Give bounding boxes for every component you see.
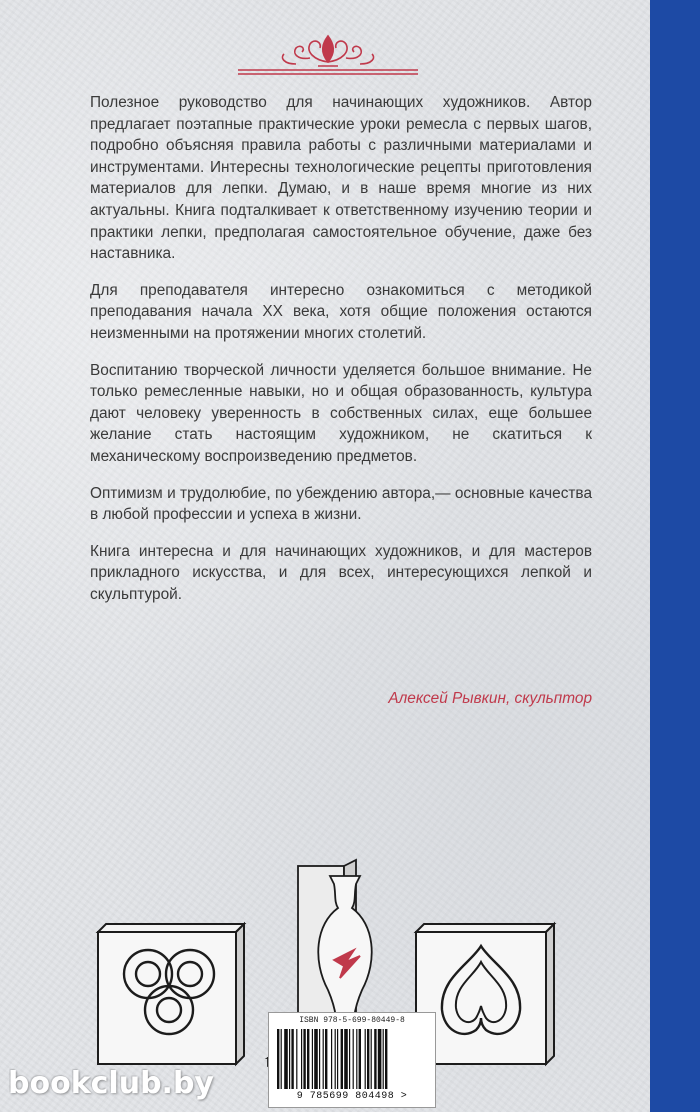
review-text [90,92,592,620]
isbn-label: ISBN 978-5-699-80449-8 [299,1016,405,1025]
heart-relief-icon [416,924,554,1064]
trefoil-relief-icon [98,924,244,1064]
review-paragraph-4: Оптимизм и трудолюбие, по убеждению автора,— основные качества в любой профессии и успеха в жизни. [90,484,592,524]
spine-stripe [650,0,700,1112]
ornament-icon [236,30,420,76]
review-paragraph-2: Для преподавателя интересно ознакомиться с методикой преподавания начала XX века, хотя общие положения остаются неизменными на протяжении многих столетий. [90,281,592,342]
barcode [268,1012,436,1108]
watermark: bookclub.by [8,1066,214,1101]
review-paragraph-5: Книга интересна и для начинающих художников, и для мастеров прикладного искусства, и для всех, интересующихся лепкой и скульптурой. [90,542,592,603]
barcode-icon [277,1029,427,1089]
review-signature: Алексей Рывкин, скульптор [388,690,592,707]
review-paragraph-3: Воспитанию творческой личности уделяется большое внимание. Не только ремесленные навыки, но и общая образованность, культура дают человеку уверенность в собственных силах, еще большее желание стать настоящим художником, не скатиться к механическому воспроизведению предметов. [90,361,592,465]
barcode-digits: 9 785699 804498 > [296,1091,408,1102]
review-paragraph-1: Полезное руководство для начинающих художников. Автор предлагает поэтапные практические уроки ремесла с первых шагов, подробно объясняя правила работы с различными материалами и инструментами. Интересны технологические рецепты приготовления материалов для лепки. Думаю, и в наше время многие из них актуальны. Книга подталкивает к ответственному изучению теории и практики лепки, предполагая самостоятельное обучение, даже без наставника. [90,94,592,263]
